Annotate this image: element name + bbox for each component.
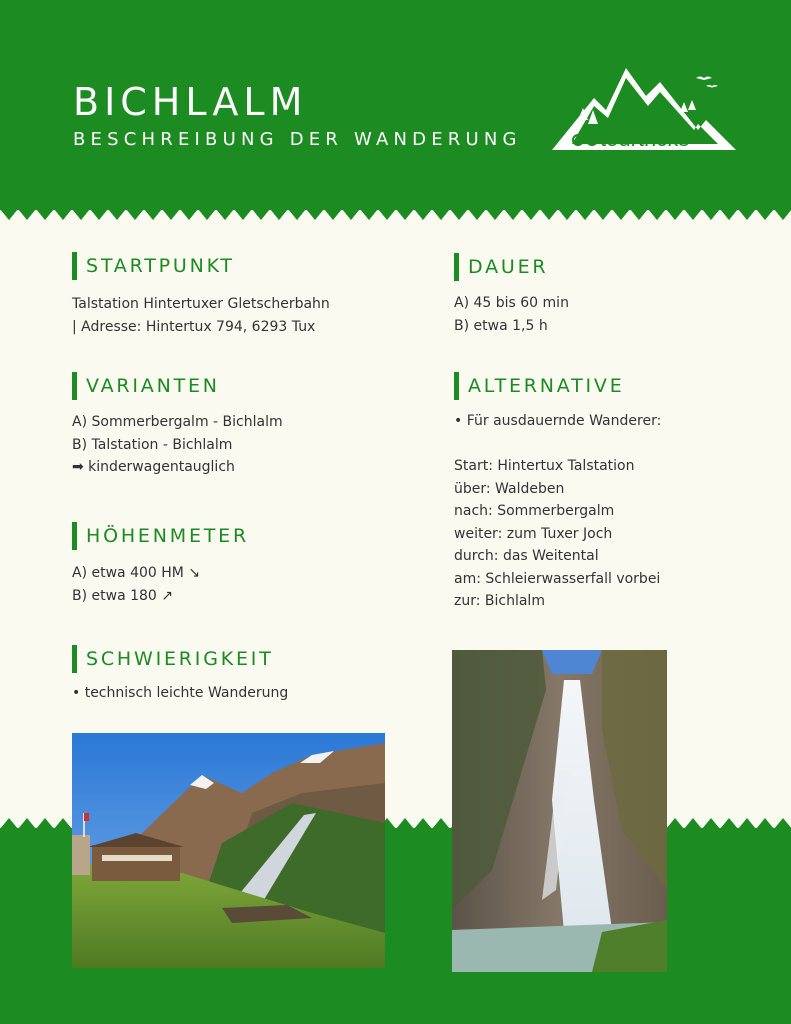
heading-accent-bar — [72, 645, 77, 673]
logo-text: tourtricks — [600, 126, 690, 151]
mountain-bike-logo — [548, 60, 742, 156]
heading-accent-bar — [454, 253, 459, 281]
schwierigkeit-text: • technisch leichte Wanderung — [72, 685, 289, 701]
hoehenmeter-text: A) etwa 400 HM ↘ B) etwa 180 ↗ — [72, 565, 201, 604]
alternative-text: • Für ausdauernde Wanderer: Start: Hintertux Talstation über: Waldeben nach: Sommerbergalm weiter: zum Tuxer Joch durch: das Weitental am: Schleierwasserfall vorbei zur: Bichlalm — [454, 413, 662, 609]
page-subtitle: BESCHREIBUNG DER WANDERUNG — [73, 129, 522, 150]
heading-accent-bar — [72, 522, 77, 550]
varianten-text: A) Sommerbergalm - Bichlalm B) Talstation - Bichlalm ➡ kinderwagentauglich — [72, 414, 283, 475]
dauer-text: A) 45 bis 60 min B) etwa 1,5 h — [454, 295, 569, 334]
startpunkt-text: Talstation Hintertuxer Gletscherbahn | Adresse: Hintertux 794, 6293 Tux — [72, 296, 330, 335]
page-title: BICHLALM — [73, 80, 308, 124]
heading-accent-bar — [72, 252, 77, 280]
header-zigzag-edge — [0, 209, 791, 221]
heading-accent-bar — [454, 372, 459, 400]
mountain-hut-photo — [72, 733, 385, 968]
waterfall-photo — [452, 650, 667, 972]
heading-accent-bar — [72, 372, 77, 400]
